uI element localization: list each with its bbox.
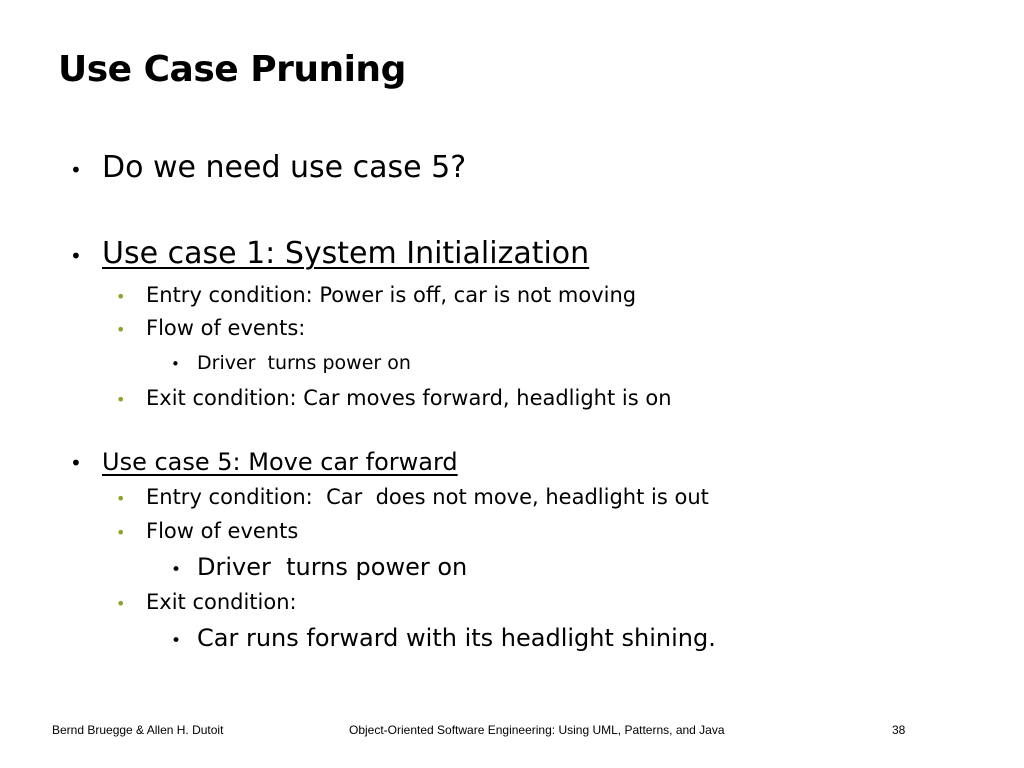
footer-authors: Bernd Bruegge & Allen H. Dutoit <box>52 723 224 737</box>
bullet-item <box>70 236 589 271</box>
footer-page-number: 38 <box>892 723 906 737</box>
sub-sub-bullet-dot: • <box>171 560 182 580</box>
bullet-item <box>70 448 458 476</box>
sub-bullet-dot: • <box>116 523 126 542</box>
sub-sub-bullet-item <box>171 352 411 374</box>
sub-sub-bullet-text: Driver turns power on <box>197 352 411 374</box>
sub-sub-bullet-item <box>171 624 716 652</box>
sub-bullet-dot: • <box>116 489 126 508</box>
sub-bullet-text: Flow of events <box>146 519 299 543</box>
sub-bullet-item <box>116 485 709 509</box>
sub-bullet-item <box>116 283 636 307</box>
sub-sub-bullet-item <box>171 553 467 581</box>
sub-bullet-item <box>116 590 297 614</box>
bullet-text: Do we need use case 5? <box>102 150 467 185</box>
slide-title: Use Case Pruning <box>58 49 406 90</box>
sub-bullet-item <box>116 386 672 410</box>
bullet-text-underlined: Use case 5: Move car forward <box>102 448 458 476</box>
footer-book-title: Object-Oriented Software Engineering: Using UML, Patterns, and Java <box>349 723 725 737</box>
sub-bullet-text: Exit condition: <box>146 590 297 614</box>
sub-bullet-dot: • <box>116 287 126 306</box>
sub-bullet-text: Entry condition: Power is off, car is not moving <box>146 283 637 307</box>
bullet-item <box>70 150 466 185</box>
bullet-dot: • <box>70 158 82 182</box>
sub-bullet-dot: • <box>116 320 126 339</box>
sub-bullet-dot: • <box>116 594 126 613</box>
sub-bullet-text: Exit condition: Car moves forward, headlight is on <box>146 386 672 410</box>
sub-bullet-item <box>116 316 305 340</box>
sub-sub-bullet-dot: • <box>171 631 182 651</box>
sub-bullet-text: Flow of events: <box>146 316 306 340</box>
bullet-dot: • <box>70 451 82 475</box>
sub-bullet-item <box>116 519 298 543</box>
sub-sub-bullet-dot: • <box>171 355 180 373</box>
sub-bullet-dot: • <box>116 390 126 409</box>
sub-bullet-text: Entry condition: Car does not move, headlight is out <box>146 485 709 509</box>
sub-sub-bullet-text: Driver turns power on <box>197 553 468 581</box>
bullet-dot: • <box>70 244 82 268</box>
bullet-text-underlined: Use case 1: System Initialization <box>102 236 590 271</box>
sub-sub-bullet-text: Car runs forward with its headlight shining. <box>197 624 716 652</box>
